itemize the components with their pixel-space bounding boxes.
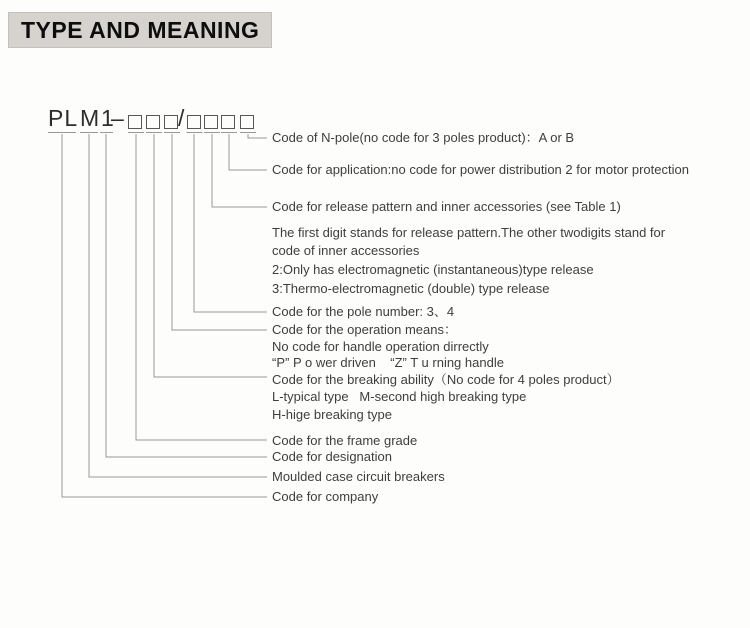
note-operation-2: “P” P o wer driven “Z” T u rning handle <box>272 355 504 370</box>
code-box <box>240 115 254 129</box>
note-breaking-1: L-typical type M-second high breaking type <box>272 389 527 404</box>
note-release-1: The first digit stands for release pattern.The other twodigits stand for <box>272 225 666 240</box>
code-part-product: M <box>80 105 101 131</box>
label-application: Code for application:no code for power distribution 2 for motor protection <box>272 162 689 177</box>
label-designation: Code for designation <box>272 449 392 464</box>
note-operation-1: No code for handle operation dirrectly <box>272 339 489 354</box>
code-box <box>146 115 160 129</box>
label-mccb: Moulded case circuit breakers <box>272 469 445 484</box>
label-breaking-ability: Code for the breaking ability（No code for 4 poles product） <box>272 372 620 387</box>
code-part-designation: 1 <box>101 105 115 131</box>
note-release-2: code of inner accessories <box>272 243 420 258</box>
code-box <box>221 115 235 129</box>
page-title: TYPE AND MEANING <box>21 16 260 43</box>
note-breaking-2: H-hige breaking type <box>272 407 392 422</box>
code-box <box>204 115 218 129</box>
label-frame-grade: Code for the frame grade <box>272 433 418 448</box>
label-company: Code for company <box>272 489 379 504</box>
label-n-pole: Code of N-pole(no code for 3 poles product)：A or B <box>272 130 575 145</box>
code-box <box>128 115 142 129</box>
code-dash: – <box>111 105 125 131</box>
note-release-3: 2:Only has electromagnetic (instantaneous)type release <box>272 262 594 277</box>
label-operation-means: Code for the operation means： <box>272 322 457 337</box>
code-slash: / <box>178 105 186 131</box>
title-bar <box>8 12 272 48</box>
code-part-company: PL <box>48 105 79 131</box>
code-box <box>187 115 201 129</box>
note-release-4: 3:Thermo-electromagnetic (double) type release <box>272 281 550 296</box>
code-box <box>164 115 178 129</box>
label-pole-number: Code for the pole number: 3、4 <box>272 304 455 319</box>
label-release-pattern: Code for release pattern and inner accessories (see Table 1) <box>272 199 621 214</box>
